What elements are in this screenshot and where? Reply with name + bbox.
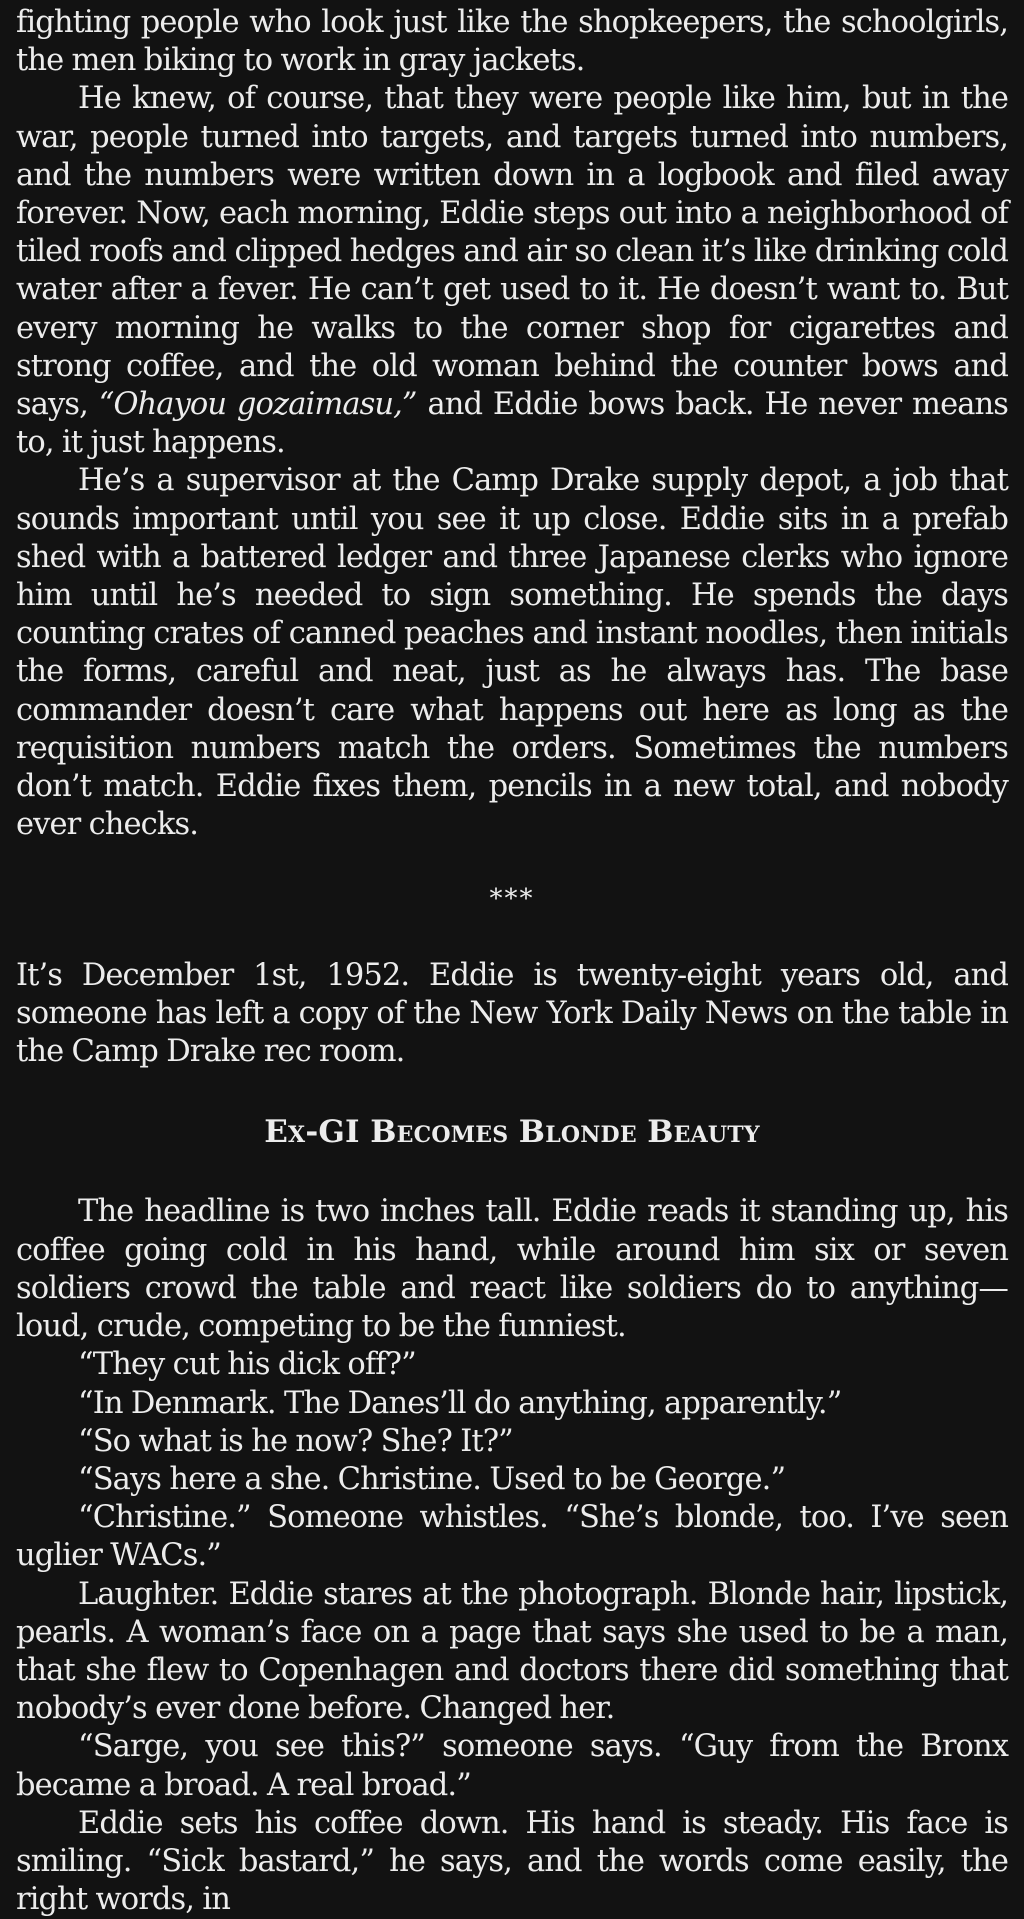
dialogue-line: “So what is he now? She? It?” [78,1423,513,1459]
paragraph-photograph: Laughter. Eddie stares at the photograph. Blonde hair, lipstick, pearls. A woman’s face on a page that says she used to be a man, that she flew to Copenhagen and doctors there did something that nobody’s ever done before. Changed her. [16,1576,1008,1727]
dialogue-line: “Christine.” Someone whistles. “She’s blonde, too. I’ve seen uglier WACs.” [16,1500,1008,1574]
paragraph-text: fighting people who look just like the shopkeepers, the schoolgirls, the men biking to work in gray jackets. [16,5,1008,79]
paragraph-date: It’s December 1st, 1952. Eddie is twenty-eight years old, and someone has left a copy of the New York Daily News on the table in the Camp Drake rec room. [16,957,1008,1070]
dialogue-line: “Says here a she. Christine. Used to be George.” [78,1461,786,1497]
newspaper-headline: Ex-GI Becomes Blonde Beauty [264,1114,760,1151]
dialogue-line: “Sarge, you see this?” someone says. “Guy from the Bronx became a broad. A real broad.” [16,1729,1008,1803]
paragraph-supervisor [16,462,1008,844]
italic-greeting: “Ohayou gozaimasu,” [98,387,417,423]
paragraph-headline-reaction: The headline is two inches tall. Eddie reads it standing up, his coffee going cold in his hand, while around him six or seven soldiers crowd the table and react like soldiers do to anything—loud, crude, competing to be the funniest. [16,1194,1008,1345]
dialogue-line: “They cut his dick off?” [78,1347,416,1383]
paragraph-text: and Eddie bows back. He never means to, it just happens. [16,387,1009,461]
paragraph-closing: Eddie sets his coffee down. His hand is steady. His face is smiling. “Sick bastard,” he says, and the words come easily, the right words, in [16,1805,1008,1918]
paragraph-opening [16,4,1008,80]
paragraph-text: He’s a supervisor at the Camp Drake supply depot, a job that sounds important until you see it up close. Eddie sits in a prefab shed with a battered ledger and three Japanese clerks who ignore him until he’s needed to sign something. He spends the days counting crates of canned peaches and instant noodles, then initials the forms, careful and neat, just as he always has. The base commander doesn’t care what happens out here as long as the requisition numbers match the orders. Sometimes the numbers don’t match. Eddie fixes them, pencils in a new total, and nobody ever checks. [16,463,1008,843]
paragraph-text: He knew, of course, that they were people like him, but in the war, people turned into targets, and targets turned into numbers, and the numbers were written down in a logbook and filed away forever. Now, each morning, Eddie steps out into a neighborhood of tiled roofs and clipped hedges and air so clean it’s like drinking cold water after a fever. He can’t get used to it. He doesn’t want to. But every morning he walks to the corner shop for cigarettes and strong coffee, and the old woman behind the counter bows and says, [16,81,1008,423]
paragraph-morning [16,80,1008,462]
section-break: *** [489,884,535,915]
dialogue-line: “In Denmark. The Danes’ll do anything, apparently.” [78,1385,842,1421]
